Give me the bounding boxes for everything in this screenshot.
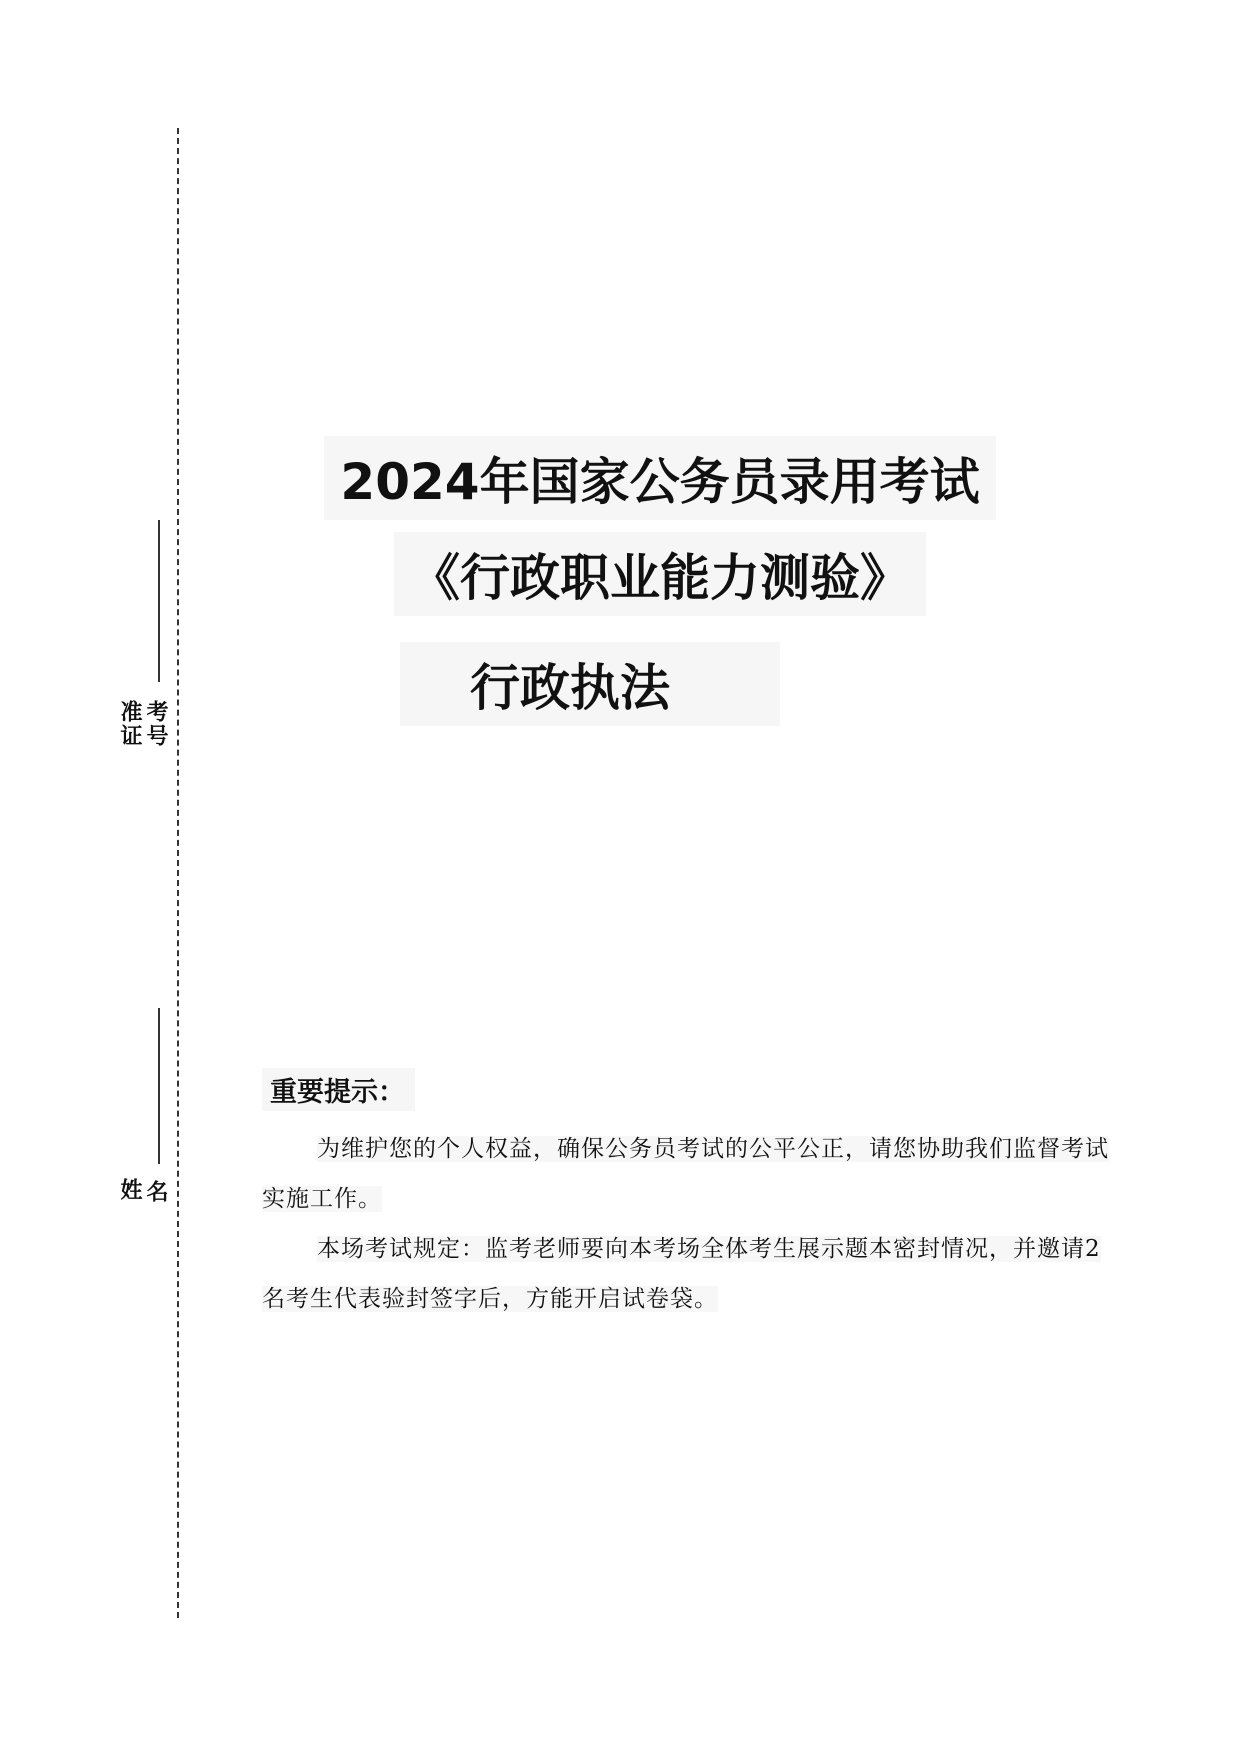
exam-title-line-3 <box>0 642 1210 726</box>
seal-dashed-line <box>177 128 179 1618</box>
exam-title-line-2 <box>40 532 1240 616</box>
notice-paragraph-1 <box>262 1124 1124 1224</box>
exam-number-label-part-1: 准证 <box>117 700 142 748</box>
exam-title-line-1-text: 2024年国家公务员录用考试 <box>324 436 995 520</box>
name-fill-line <box>158 1008 160 1164</box>
exam-number-label-part-2: 考号 <box>143 700 168 748</box>
name-label-part-1: 姓 <box>117 1178 142 1202</box>
notice-heading: 重要提示： <box>262 1068 415 1111</box>
exam-title-line-3-text: 行政执法 <box>400 642 780 726</box>
exam-title-line-1 <box>40 436 1240 520</box>
notice-paragraph-1-text: 为维护您的个人权益，确保公务员考试的公平公正，请您协助我们监督考试实施工作。 <box>262 1136 1109 1212</box>
notice-paragraph-2 <box>262 1224 1124 1324</box>
notice-paragraph-2-text: 本场考试规定：监考老师要向本考场全体考生展示题本密封情况，并邀请2名考生代表验封签字后，方能开启试卷袋。 <box>262 1236 1101 1312</box>
name-label-part-2: 名 <box>143 1180 168 1204</box>
exam-title-line-2-text: 《行政职业能力测验》 <box>394 532 926 616</box>
